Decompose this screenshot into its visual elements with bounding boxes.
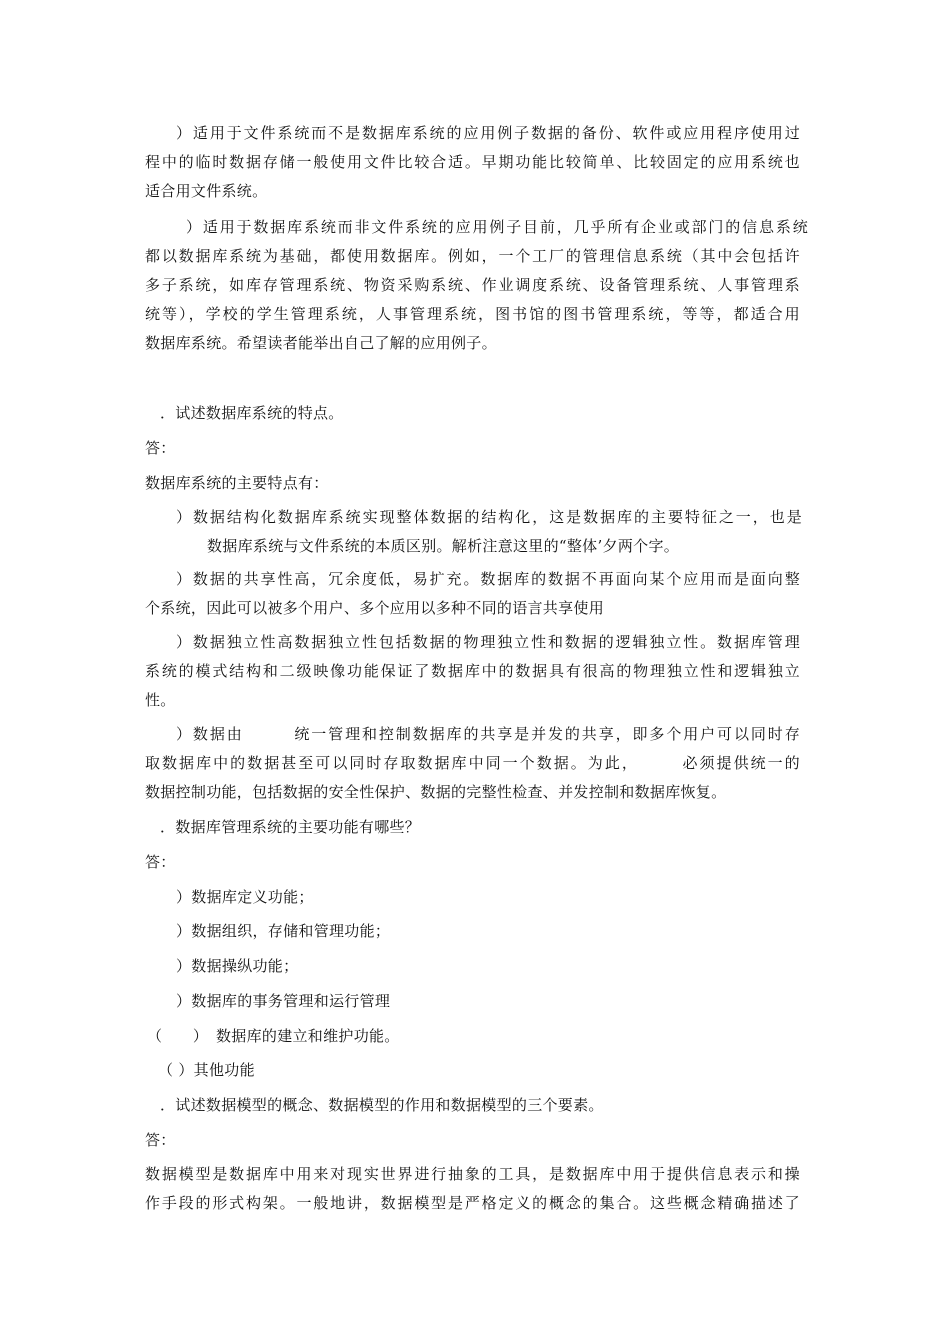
list-item-continuation: 数据控制功能，包括数据的安全性保护、数据的完整性检查、并发控制和数据库恢复。 <box>145 783 727 801</box>
answer-label: 答： <box>145 853 176 871</box>
paragraph-line: 数据库系统的主要特点有： <box>145 474 329 492</box>
list-item: ）数据库定义功能； <box>176 888 314 906</box>
list-item: ）数据操纵功能； <box>176 957 299 975</box>
list-item: （ ） 数据库的建立和维护功能。 <box>147 1027 400 1045</box>
paragraph-line: ）适用于文件系统而不是数据库系统的应用例子数据的备份、软件或应用程序使用过 <box>176 124 800 142</box>
paragraph-line: ）适用于数据库系统而非文件系统的应用例子目前，几乎所有企业或部门的信息系统 <box>186 218 808 236</box>
list-item: ）数据组织，存储和管理功能； <box>176 922 391 940</box>
list-item: ）数据独立性高数据独立性包括数据的物理独立性和数据的逻辑独立性。数据库管理 <box>176 633 800 651</box>
list-item-continuation: 个系统，因此可以被多个用户、多个应用以多种不同的语言共享使用 <box>145 599 605 617</box>
list-item-continuation: 系统的模式结构和二级映像功能保证了数据库中的数据具有很高的物理独立性和逻辑独立 <box>145 662 800 680</box>
paragraph-line: 数据库系统。希望读者能举出自己了解的应用例子。 <box>145 334 497 352</box>
list-item: ）数据库的事务管理和运行管理 <box>176 992 391 1010</box>
question-heading: ．试述数据模型的概念、数据模型的作用和数据模型的三个要素。 <box>160 1096 604 1114</box>
paragraph-line: 都以数据库系统为基础，都使用数据库。例如，一个工厂的管理信息系统（其中会包括许 <box>145 247 800 265</box>
list-item-continuation: 数据库系统与文件系统的本质区别。解析注意这里的“整体’夕两个字。 <box>207 537 680 555</box>
list-item: ）数据由 统一管理和控制数据库的共享是并发的共享，即多个用户可以同时存 <box>176 725 800 743</box>
list-item: ）数据的共享性高，冗余度低，易扩充。数据库的数据不再面向某个应用而是面向整 <box>176 570 800 588</box>
paragraph-line: 统等），学校的学生管理系统，人事管理系统，图书馆的图书管理系统，等等，都适合用 <box>145 305 800 323</box>
question-heading: ．数据库管理系统的主要功能有哪些？ <box>160 818 421 836</box>
list-item: ）数据结构化数据库系统实现整体数据的结构化，这是数据库的主要特征之一，也是 <box>176 508 802 526</box>
paragraph-line: 多子系统，如库存管理系统、物资采购系统、作业调度系统、设备管理系统、人事管理系 <box>145 276 800 294</box>
list-item: （ ）其他功能 <box>158 1061 255 1079</box>
paragraph-line: 适合用文件系统。 <box>145 182 268 200</box>
list-item-continuation: 取数据库中的数据甚至可以同时存取数据库中同一个数据。为此， 必须提供统一的 <box>145 754 800 772</box>
answer-label: 答： <box>145 1131 176 1149</box>
paragraph-line: 作手段的形式构架。一般地讲，数据模型是严格定义的概念的集合。这些概念精确描述了 <box>145 1194 800 1212</box>
list-item-continuation: 性。 <box>145 691 176 709</box>
paragraph-line: 数据模型是数据库中用来对现实世界进行抽象的工具，是数据库中用于提供信息表示和操 <box>145 1165 800 1183</box>
question-heading: ．试述数据库系统的特点。 <box>160 404 344 422</box>
paragraph-line: 程中的临时数据存储一般使用文件比较合适。早期功能比较简单、比较固定的应用系统也 <box>145 153 800 171</box>
answer-label: 答： <box>145 439 176 457</box>
